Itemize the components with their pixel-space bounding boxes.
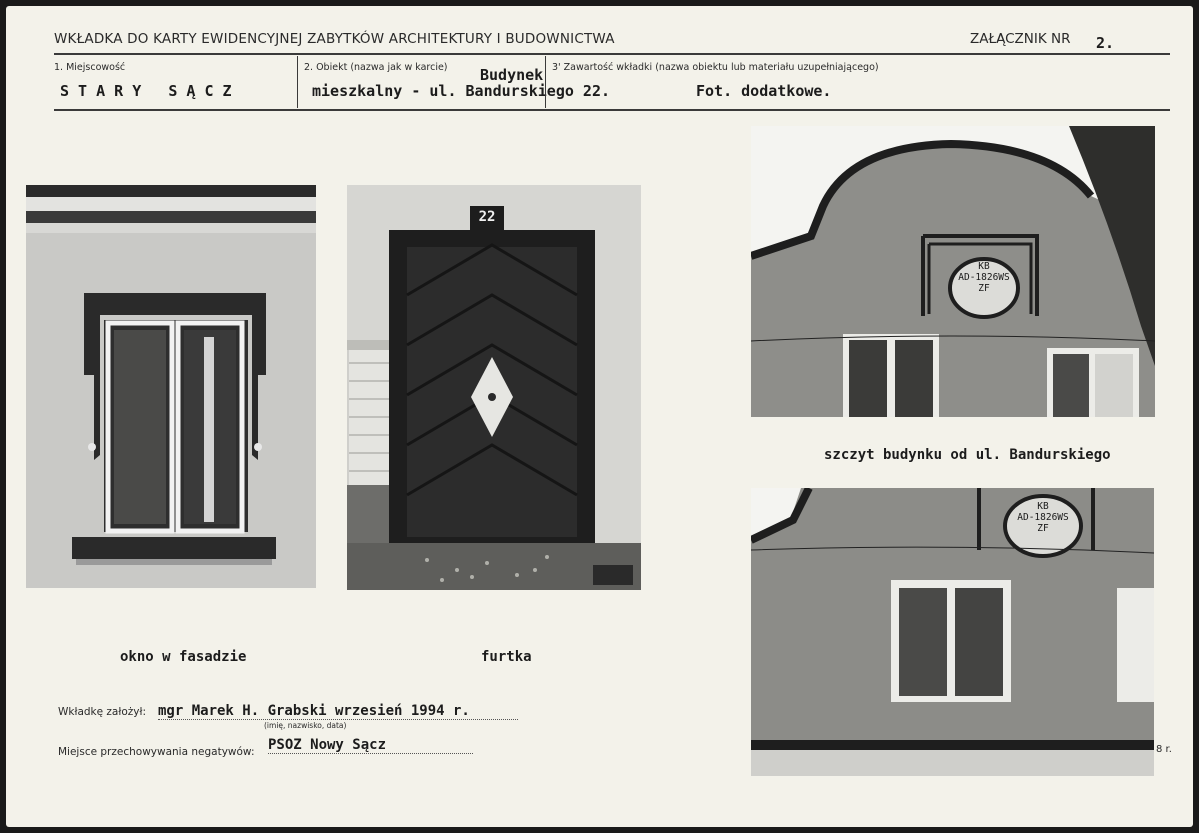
author-hint: (imię, nazwisko, data): [264, 721, 347, 730]
window-photo: [26, 185, 316, 588]
plaque-line3: ZF: [978, 283, 990, 294]
margin-note: 8 r.: [1156, 744, 1172, 755]
plaque-line1: KB: [978, 261, 990, 272]
locality-value: S T A R Y S Ą C Z: [60, 82, 232, 100]
object-value-line1: Budynek: [480, 66, 544, 84]
negatives-value: PSOZ Nowy Sącz: [268, 737, 473, 754]
gable-photo-lower: [751, 488, 1154, 776]
object-value-line2: mieszkalny - ul. Bandurskiego 22.: [312, 82, 611, 100]
gable-photo-upper: [751, 126, 1155, 417]
negatives-label: Miejsce przechowywania negatywów:: [58, 746, 255, 758]
plaque-text-upper: [950, 261, 1018, 294]
object-label: 2. Obiekt (nazwa jak w karcie): [304, 62, 448, 73]
field-divider-1: [297, 56, 298, 108]
attachment-number: 2.: [1096, 34, 1115, 52]
locality-label: 1. Miejscowość: [54, 62, 126, 73]
plaque-lower-line2: AD-1826WS: [1017, 512, 1069, 523]
contents-value: Fot. dodatkowe.: [696, 82, 832, 100]
gable-caption: szczyt budynku od ul. Bandurskiego: [824, 447, 1111, 463]
door-number: 22: [478, 209, 496, 225]
plaque-lower-line1: KB: [1037, 501, 1049, 512]
window-caption: okno w fasadzie: [120, 649, 247, 665]
contents-label: 3' Zawartość wkładki (nazwa obiektu lub materiału uzupełniającego): [552, 62, 879, 73]
inventory-card-insert: [6, 6, 1193, 827]
header-rule-bottom: [54, 109, 1170, 111]
gate-photo: [347, 185, 641, 590]
header-rule-top: [54, 53, 1170, 55]
plaque-line2: AD-1826WS: [958, 272, 1010, 283]
author-value: mgr Marek H. Grabski wrzesień 1994 r.: [158, 703, 518, 720]
attachment-label: ZAŁĄCZNIK NR: [970, 31, 1071, 47]
card-title: WKŁADKA DO KARTY EWIDENCYJNEJ ZABYTKÓW ARCHITEKTURY I BUDOWNICTWA: [54, 31, 615, 47]
field-divider-2: [545, 56, 546, 108]
author-label: Wkładkę założył:: [58, 706, 147, 718]
plaque-lower-line3: ZF: [1037, 523, 1049, 534]
plaque-text-lower: [1007, 501, 1079, 534]
gate-caption: furtka: [481, 649, 532, 665]
